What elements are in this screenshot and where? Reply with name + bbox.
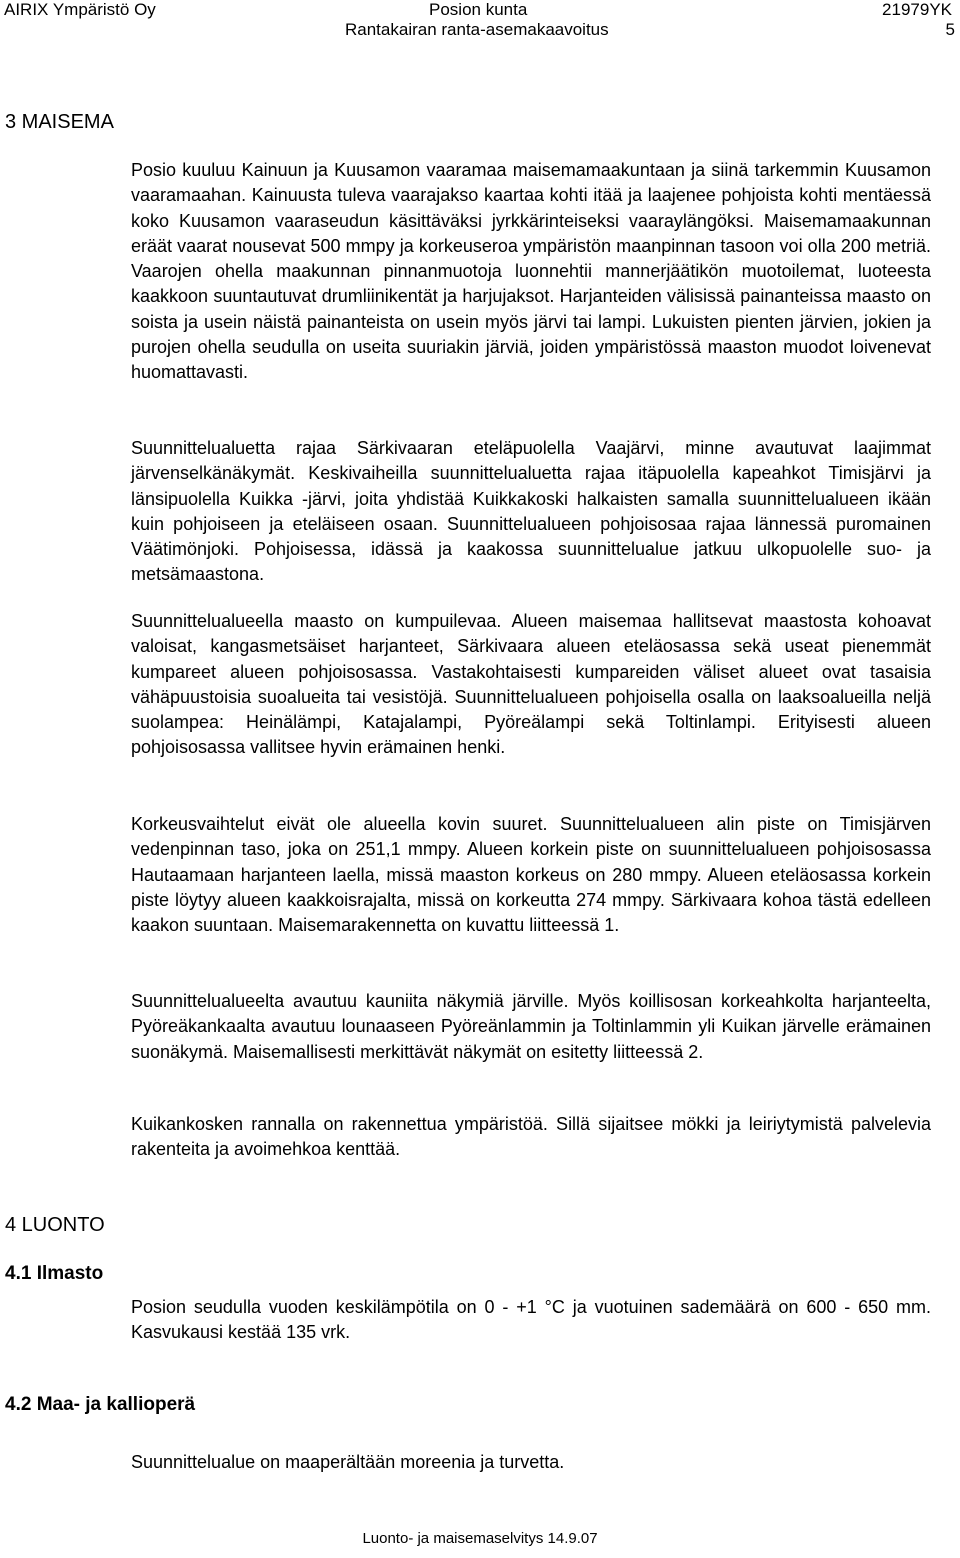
header-plan-name: Rantakairan ranta-asemakaavoitus: [345, 20, 609, 39]
paragraph-elevation: Korkeusvaihtelut eivät ole alueella kovin suuret. Suunnittelualueen alin piste on Timisjärven vedenpinnan taso, joka on 251,1 mmpy. Alueen korkein piste on suunnittelualueen pohjoisosassa Hautaamaan harjanteen laella, missä maaston korkeus on 280 mmpy. Alueen eteläosassa korkein piste löytyy alueen kaakkoisrajalta, missä on korkeutta 274 mmpy. Särkivaara kohoa tästä edelleen kaakon suuntaan. Maisemarakennetta on kuvattu liitteessä 1.: [131, 814, 931, 936]
subheading-maa-ja-kallioperä: 4.2 Maa- ja kallioperä: [5, 1394, 196, 1415]
paragraph-soil: Suunnittelualue on maaperältään moreenia ja turvetta.: [131, 1452, 565, 1472]
paragraph-planning-area-borders: Suunnittelualuetta rajaa Särkivaaran eteläpuolella Vaajärvi, minne avautuvat laajimmat järvenselkänäkymät. Keskivaiheilla suunnittelualuetta rajaa itäpuolella kapeahkot Timisjärvi ja länsipuolella Kuikka -järvi, joita yhdistää Kuikkakoski halkaisten samalla suunnittelualueen ikään kuin pohjoiseen ja eteläiseen osaan. Suunnittelualueen pohjoisosaa rajaa lännessä puromainen Väätimönjoki. Pohjoisessa, idässä ja kaakossa suunnittelualue jatkuu ulkopuolelle suo- ja metsämaastona.: [131, 438, 931, 585]
paragraph-landscape-region: Posio kuuluu Kainuun ja Kuusamon vaaramaa maisemamaakuntaan ja siinä tarkemmin Kuusamon vaaramaahan. Kainuusta tuleva vaarajakso kaartaa kohti itää ja laajenee pohjoista kohti mentäessä koko Kuusamon vaaraseudun käsittäväksi jyrkkärinteiseksi vaaraylängöksi. Maisemamaakunnan eräät vaarat nousevat 500 mmpy ja korkeuseroa ympäristön maanpinnan tasoon voi olla 200 metriä. Vaarojen ohella maakunnan pinnanmuotoja luonnehtii mannerjäätikön muotoilemat, luoteesta kaakkoon suuntautuvat drumliinikentät ja harjujaksot. Harjanteiden välisissä painanteissa maasto on soista ja usein näistä painanteista on usein myös järvi tai lampi. Lukuisten pienten järvien, jokien ja purojen ohella seudulla on useita suuriakin järviä, joiden ympäristössä maaston muodot loivenevat huomattavasti.: [131, 160, 931, 383]
subheading-ilmasto: 4.1 Ilmasto: [5, 1263, 104, 1284]
section-heading-luonto: 4 LUONTO: [5, 1214, 105, 1236]
paragraph-terrain: Suunnittelualueella maasto on kumpuilevaa. Alueen maisemaa hallitsevat maastosta kohoavat valoisat, kangasmetsäiset harjanteet, Särkivaara alueen eteläosassa sekä useat pienemmät kumpareet alueen pohjoisosassa. Vastakohtaisesti kumpareiden väliset alueet ovat tasaisia vähäpuustoisia suoalueita tai vesistöjä. Suunnittelualueen pohjoisella osalla on laaksoalueilla neljä suolampea: Heinälämpi, Katajalampi, Pyöreälampi sekä Toltinlampi. Erityisesti alueen pohjoisosassa vallitsee hyvin erämainen henki.: [131, 611, 931, 758]
paragraph-built-environment: Kuikankosken rannalla on rakennettua ympäristöä. Sillä sijaitsee mökki ja leiriytymistä palvelevia rakenteita ja avoimehkoa kenttää.: [131, 1114, 931, 1160]
header-company: AIRIX Ympäristö Oy: [4, 0, 156, 19]
paragraph-views: Suunnittelualueelta avautuu kauniita näkymiä järville. Myös koillisosan korkeahkolta harjanteelta, Pyöreäkankaalta avautuu lounaaseen Pyöreänlammin ja Toltinlammin yli Kuikan järvelle erämainen suonäkymä. Maisemallisesti merkittävät näkymät on esitetty liitteessä 2.: [131, 991, 931, 1062]
header-municipality: Posion kunta: [429, 0, 528, 19]
paragraph-climate: Posion seudulla vuoden keskilämpötila on 0 - +1 °C ja vuotuinen sademäärä on 600 - 650 mm. Kasvukausi kestää 135 vrk.: [131, 1297, 931, 1343]
header-page-number: 5: [945, 20, 955, 39]
section-heading-maisema: 3 MAISEMA: [5, 111, 114, 133]
header-project-code: 21979YK: [882, 0, 952, 19]
page-footer: Luonto- ja maisemaselvitys 14.9.07: [362, 1530, 598, 1547]
